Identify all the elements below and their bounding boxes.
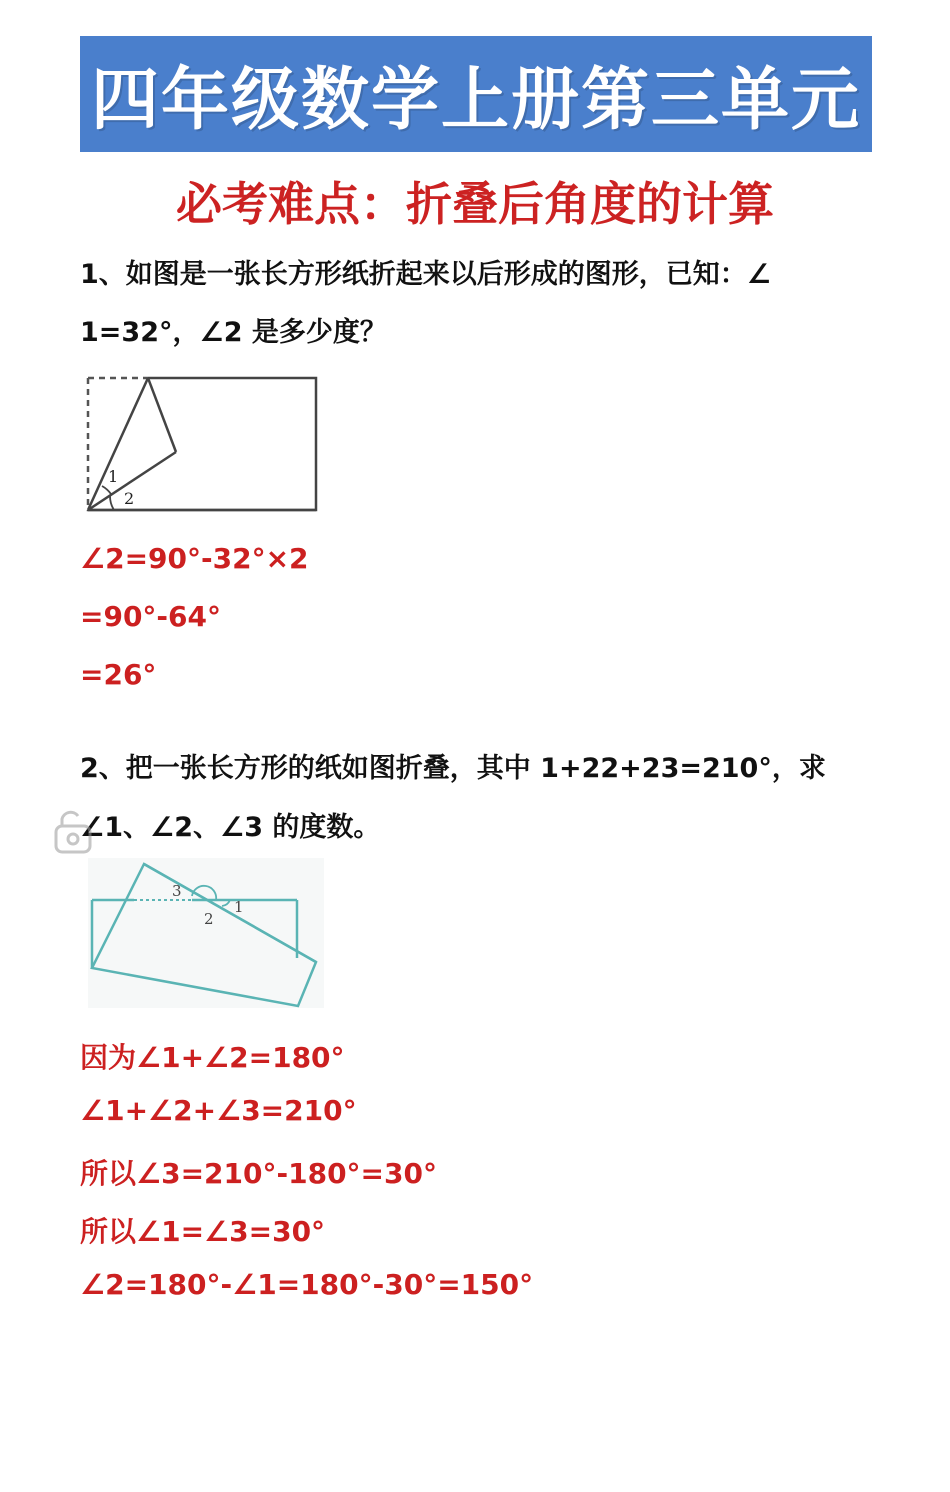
question-2-line-1: 2、把一张长方形的纸如图折叠，其中 1+22+23=210°，求 (80, 753, 826, 784)
angle-1-label: 1 (234, 898, 244, 916)
angle-1-label: 1 (108, 467, 119, 486)
angle-2-label: 2 (204, 910, 214, 928)
answer-2-line-3: 所以∠3=210°-180°=30° (80, 1157, 437, 1190)
angle-1-arc (102, 486, 111, 494)
folded-edge (148, 378, 176, 452)
angle-2-arc (110, 496, 114, 510)
answer-2-line-1: 因为∠1+∠2=180° (80, 1041, 345, 1074)
question-1-line-1: 1、如图是一张长方形纸折起来以后形成的图形，已知：∠ (80, 259, 771, 290)
title-banner (80, 36, 872, 152)
rectangle-paper (88, 378, 316, 510)
angle-2-label: 2 (124, 489, 135, 508)
question-1-line-2: 1=32°，∠2 是多少度？ (80, 317, 387, 348)
answer-2-line-5: ∠2=180°-∠1=180°-30°=150° (80, 1268, 534, 1301)
question-2-line-2: ∠1、∠2、∠3 的度数。 (80, 812, 381, 843)
answer-1-line-3: =26° (80, 658, 157, 691)
answer-1-line-1: ∠2=90°-32°×2 (80, 542, 309, 575)
question-1-figure (80, 370, 330, 520)
page-subtitle: 必考难点：折叠后角度的计算 (176, 177, 774, 231)
answer-2-line-4: 所以∠1=∠3=30° (80, 1215, 326, 1248)
answer-1-line-2: =90°-64° (80, 600, 222, 633)
angle-3-label: 3 (172, 882, 182, 900)
answer-2-line-2: ∠1+∠2+∠3=210° (80, 1094, 357, 1127)
question-2-figure (88, 858, 324, 1008)
lock-watermark-icon (48, 806, 98, 856)
page-title: 四年级数学上册第三单元 (90, 60, 861, 140)
